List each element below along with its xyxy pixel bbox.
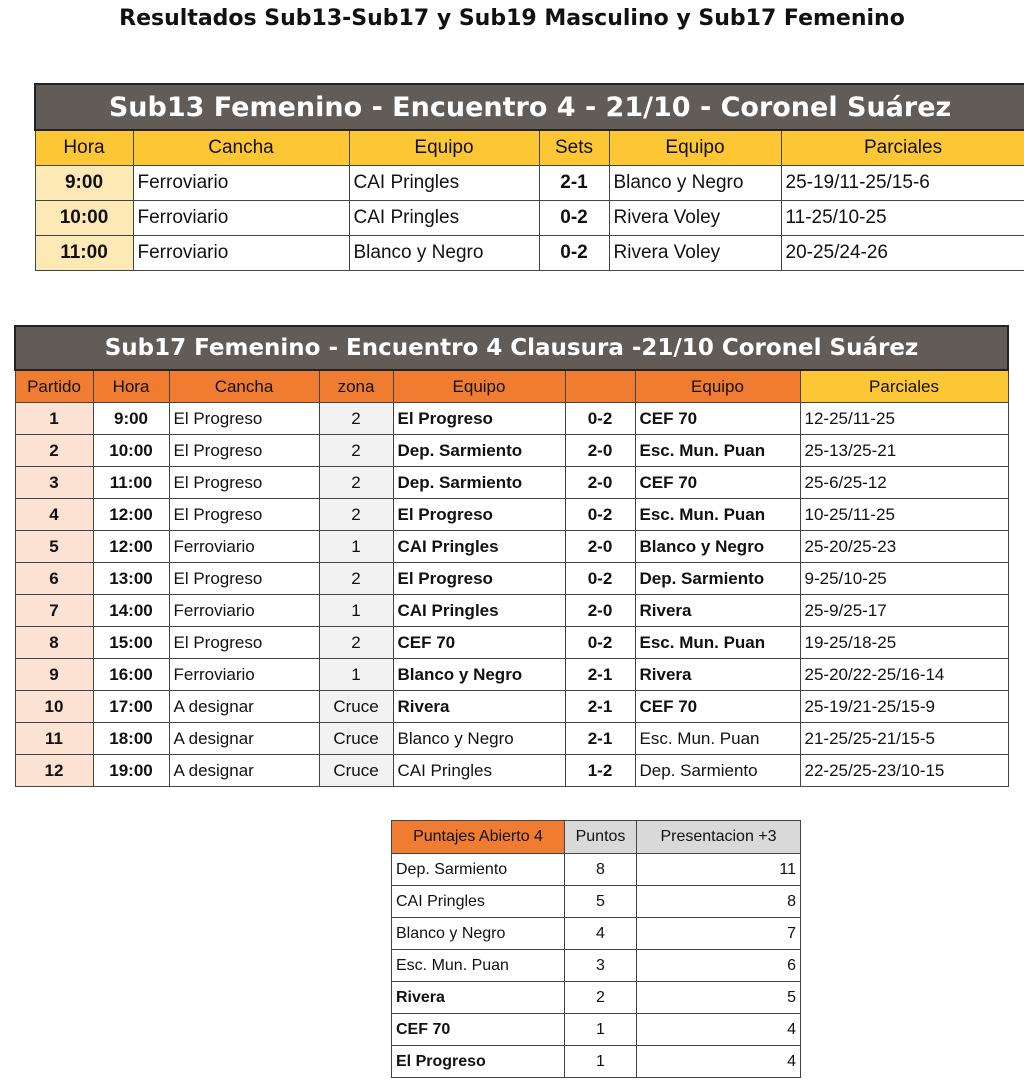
- resultado-cell: 2-1: [565, 723, 635, 755]
- parciales-cell: 25-20/22-25/16-14: [800, 659, 1008, 691]
- presentacion-cell: 4: [637, 1014, 801, 1046]
- zona-cell: Cruce: [319, 691, 393, 723]
- equipo1-cell: Blanco y Negro: [393, 659, 565, 691]
- equipo2-cell: Rivera: [635, 595, 800, 627]
- table-row: [392, 886, 801, 918]
- zona-cell: 2: [319, 435, 393, 467]
- zona-cell: 2: [319, 627, 393, 659]
- equipo1-cell: El Progreso: [393, 403, 565, 435]
- table-row: [15, 755, 1008, 787]
- parciales-cell: 20-25/24-26: [781, 236, 1024, 271]
- equipo1-cell: Dep. Sarmiento: [393, 435, 565, 467]
- equipo1-cell: Blanco y Negro: [349, 236, 539, 271]
- table-row: [392, 1014, 801, 1046]
- page-title: Resultados Sub13-Sub17 y Sub19 Masculino y Sub17 Femenino: [119, 6, 905, 31]
- col-zona-header: zona: [319, 370, 393, 403]
- table-row: [15, 723, 1008, 755]
- parciales-cell: 10-25/11-25: [800, 499, 1008, 531]
- cancha-cell: A designar: [169, 691, 319, 723]
- resultado-cell: 0-2: [565, 499, 635, 531]
- presentacion-cell: 7: [637, 918, 801, 950]
- table-row: [392, 950, 801, 982]
- resultado-cell: 2-0: [565, 531, 635, 563]
- cancha-cell: El Progreso: [169, 499, 319, 531]
- zona-cell: Cruce: [319, 723, 393, 755]
- col-resultado-header: [565, 370, 635, 403]
- table-row: [15, 499, 1008, 531]
- hora-cell: 11:00: [35, 236, 133, 271]
- partido-cell: 10: [15, 691, 93, 723]
- equipo2-cell: Esc. Mun. Puan: [635, 499, 800, 531]
- equipo2-cell: Rivera: [635, 659, 800, 691]
- equipo-cell: Dep. Sarmiento: [392, 854, 565, 886]
- table-row: [15, 627, 1008, 659]
- hora-cell: 10:00: [93, 435, 169, 467]
- zona-cell: 1: [319, 531, 393, 563]
- puntos-cell: 1: [565, 1014, 637, 1046]
- table-row: [35, 201, 1024, 236]
- col-hora-header: Hora: [35, 130, 133, 166]
- cancha-cell: Ferroviario: [169, 531, 319, 563]
- equipo1-cell: CAI Pringles: [349, 201, 539, 236]
- partido-cell: 7: [15, 595, 93, 627]
- equipo2-cell: Blanco y Negro: [609, 166, 781, 201]
- table-row: [15, 467, 1008, 499]
- hora-cell: 19:00: [93, 755, 169, 787]
- parciales-cell: 12-25/11-25: [800, 403, 1008, 435]
- presentacion-cell: 8: [637, 886, 801, 918]
- resultado-cell: 0-2: [565, 403, 635, 435]
- parciales-cell: 9-25/10-25: [800, 563, 1008, 595]
- resultado-cell: 2-1: [565, 691, 635, 723]
- puntajes-table: [391, 820, 801, 1078]
- partido-cell: 8: [15, 627, 93, 659]
- partido-cell: 9: [15, 659, 93, 691]
- puntos-cell: 3: [565, 950, 637, 982]
- equipo2-cell: CEF 70: [635, 467, 800, 499]
- zona-cell: 2: [319, 563, 393, 595]
- table-row: [392, 854, 801, 886]
- equipo2-cell: Esc. Mun. Puan: [635, 723, 800, 755]
- parciales-cell: 21-25/25-21/15-5: [800, 723, 1008, 755]
- sets-cell: 2-1: [539, 166, 609, 201]
- resultado-cell: 2-1: [565, 659, 635, 691]
- equipo1-cell: CAI Pringles: [393, 755, 565, 787]
- hora-cell: 18:00: [93, 723, 169, 755]
- equipo2-cell: Blanco y Negro: [635, 531, 800, 563]
- hora-cell: 16:00: [93, 659, 169, 691]
- equipo2-cell: Dep. Sarmiento: [635, 563, 800, 595]
- hora-cell: 9:00: [93, 403, 169, 435]
- col-equipo2-header: Equipo: [609, 130, 781, 166]
- equipo1-cell: El Progreso: [393, 563, 565, 595]
- zona-cell: 2: [319, 499, 393, 531]
- presentacion-cell: 5: [637, 982, 801, 1014]
- puntos-cell: 4: [565, 918, 637, 950]
- puntos-cell: 2: [565, 982, 637, 1014]
- equipo1-cell: Dep. Sarmiento: [393, 467, 565, 499]
- cancha-cell: Ferroviario: [169, 595, 319, 627]
- cancha-cell: Ferroviario: [169, 659, 319, 691]
- hora-cell: 12:00: [93, 499, 169, 531]
- resultado-cell: 2-0: [565, 595, 635, 627]
- parciales-cell: 22-25/25-23/10-15: [800, 755, 1008, 787]
- resultado-cell: 2-0: [565, 435, 635, 467]
- hora-cell: 15:00: [93, 627, 169, 659]
- col-cancha-header: Cancha: [133, 130, 349, 166]
- equipo2-cell: Esc. Mun. Puan: [635, 435, 800, 467]
- equipo2-cell: Rivera Voley: [609, 201, 781, 236]
- equipo2-cell: CEF 70: [635, 691, 800, 723]
- col-puntos-header: Puntos: [565, 821, 637, 854]
- table-row: [392, 982, 801, 1014]
- equipo2-cell: Dep. Sarmiento: [635, 755, 800, 787]
- zona-cell: 1: [319, 659, 393, 691]
- hora-cell: 11:00: [93, 467, 169, 499]
- col-parciales-header: Parciales: [800, 370, 1008, 403]
- equipo1-cell: CAI Pringles: [349, 166, 539, 201]
- table-row: [15, 563, 1008, 595]
- hora-cell: 13:00: [93, 563, 169, 595]
- parciales-cell: 25-19/21-25/15-9: [800, 691, 1008, 723]
- table-row: [15, 659, 1008, 691]
- zona-cell: 2: [319, 467, 393, 499]
- equipo2-cell: Rivera Voley: [609, 236, 781, 271]
- parciales-cell: 25-6/25-12: [800, 467, 1008, 499]
- zona-cell: 1: [319, 595, 393, 627]
- col-parciales-header: Parciales: [781, 130, 1024, 166]
- table-row: [15, 595, 1008, 627]
- cancha-cell: Ferroviario: [133, 201, 349, 236]
- table-row: [15, 531, 1008, 563]
- partido-cell: 4: [15, 499, 93, 531]
- cancha-cell: Ferroviario: [133, 166, 349, 201]
- resultado-cell: 1-2: [565, 755, 635, 787]
- presentacion-cell: 4: [637, 1046, 801, 1078]
- zona-cell: Cruce: [319, 755, 393, 787]
- equipo1-cell: CEF 70: [393, 627, 565, 659]
- cancha-cell: El Progreso: [169, 435, 319, 467]
- table-row: [15, 691, 1008, 723]
- puntos-cell: 8: [565, 854, 637, 886]
- equipo1-cell: CAI Pringles: [393, 595, 565, 627]
- equipo-cell: CEF 70: [392, 1014, 565, 1046]
- parciales-cell: 19-25/18-25: [800, 627, 1008, 659]
- equipo1-cell: CAI Pringles: [393, 531, 565, 563]
- cancha-cell: El Progreso: [169, 467, 319, 499]
- col-presentacion-header: Presentacion +3: [637, 821, 801, 854]
- col-equipo-header: Equipo: [349, 130, 539, 166]
- puntos-cell: 5: [565, 886, 637, 918]
- table-row: [15, 435, 1008, 467]
- presentacion-cell: 6: [637, 950, 801, 982]
- partido-cell: 12: [15, 755, 93, 787]
- hora-cell: 10:00: [35, 201, 133, 236]
- table-row: [15, 403, 1008, 435]
- parciales-cell: 25-13/25-21: [800, 435, 1008, 467]
- parciales-cell: 25-19/11-25/15-6: [781, 166, 1024, 201]
- sub13-table-title: Sub13 Femenino - Encuentro 4 - 21/10 - Coronel Suárez: [35, 84, 1024, 130]
- partido-cell: 5: [15, 531, 93, 563]
- table-row: [392, 1046, 801, 1078]
- parciales-cell: 25-9/25-17: [800, 595, 1008, 627]
- col-cancha-header: Cancha: [169, 370, 319, 403]
- resultado-cell: 0-2: [565, 563, 635, 595]
- sub17-results-table: [14, 325, 1009, 787]
- col-equipo-header: Equipo: [393, 370, 565, 403]
- hora-cell: 9:00: [35, 166, 133, 201]
- cancha-cell: A designar: [169, 755, 319, 787]
- partido-cell: 1: [15, 403, 93, 435]
- sets-cell: 0-2: [539, 201, 609, 236]
- equipo-cell: Blanco y Negro: [392, 918, 565, 950]
- partido-cell: 2: [15, 435, 93, 467]
- hora-cell: 17:00: [93, 691, 169, 723]
- resultado-cell: 2-0: [565, 467, 635, 499]
- cancha-cell: El Progreso: [169, 563, 319, 595]
- equipo2-cell: Esc. Mun. Puan: [635, 627, 800, 659]
- equipo1-cell: Rivera: [393, 691, 565, 723]
- equipo-cell: Rivera: [392, 982, 565, 1014]
- partido-cell: 3: [15, 467, 93, 499]
- col-puntajes-header: Puntajes Abierto 4: [392, 821, 565, 854]
- equipo1-cell: El Progreso: [393, 499, 565, 531]
- sub13-header-row: [35, 130, 1024, 166]
- sets-cell: 0-2: [539, 236, 609, 271]
- sub13-results-table: [34, 83, 1024, 271]
- col-equipo2-header: Equipo: [635, 370, 800, 403]
- sub17-header-row: [15, 370, 1008, 403]
- equipo-cell: El Progreso: [392, 1046, 565, 1078]
- col-hora-header: Hora: [93, 370, 169, 403]
- col-partido-header: Partido: [15, 370, 93, 403]
- cancha-cell: El Progreso: [169, 627, 319, 659]
- partido-cell: 11: [15, 723, 93, 755]
- cancha-cell: Ferroviario: [133, 236, 349, 271]
- hora-cell: 12:00: [93, 531, 169, 563]
- puntajes-header-row: [392, 821, 801, 854]
- table-row: [35, 236, 1024, 271]
- parciales-cell: 25-20/25-23: [800, 531, 1008, 563]
- cancha-cell: A designar: [169, 723, 319, 755]
- table-row: [392, 918, 801, 950]
- col-sets-header: Sets: [539, 130, 609, 166]
- hora-cell: 14:00: [93, 595, 169, 627]
- zona-cell: 2: [319, 403, 393, 435]
- parciales-cell: 11-25/10-25: [781, 201, 1024, 236]
- puntos-cell: 1: [565, 1046, 637, 1078]
- resultado-cell: 0-2: [565, 627, 635, 659]
- partido-cell: 6: [15, 563, 93, 595]
- equipo1-cell: Blanco y Negro: [393, 723, 565, 755]
- table-row: [35, 166, 1024, 201]
- equipo-cell: CAI Pringles: [392, 886, 565, 918]
- equipo-cell: Esc. Mun. Puan: [392, 950, 565, 982]
- equipo2-cell: CEF 70: [635, 403, 800, 435]
- sub17-table-title: Sub17 Femenino - Encuentro 4 Clausura -21/10 Coronel Suárez: [15, 326, 1008, 370]
- cancha-cell: El Progreso: [169, 403, 319, 435]
- presentacion-cell: 11: [637, 854, 801, 886]
